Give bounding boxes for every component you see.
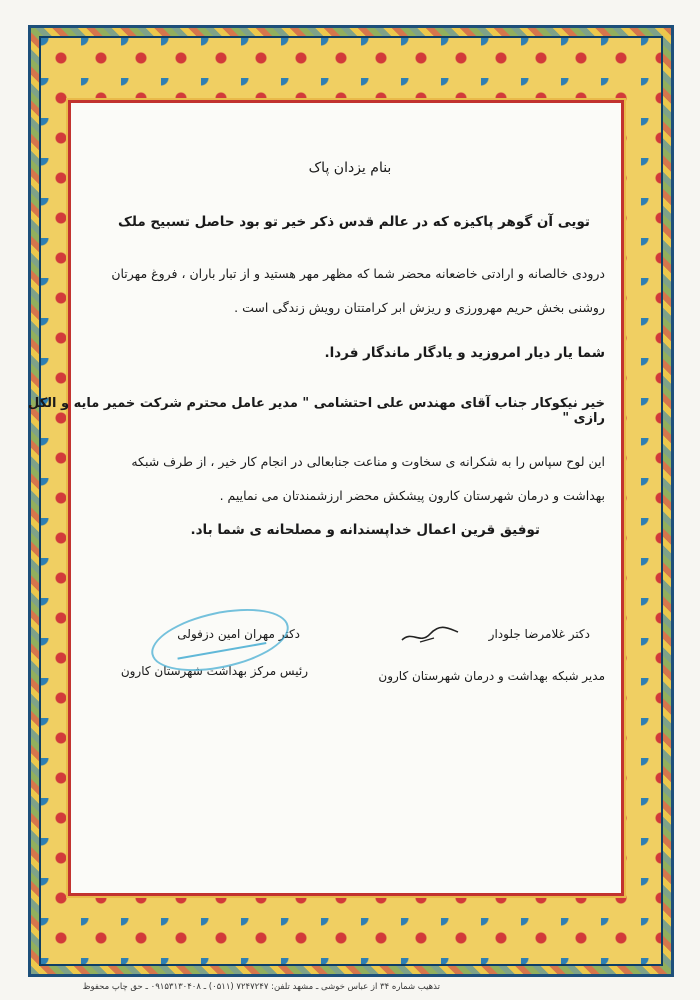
signatory-right-title: مدیر شبکه بهداشت و درمان شهرستان کارون (378, 669, 605, 683)
signatory-right-name: دکتر غلامرضا جلودار (488, 627, 590, 641)
closing-line: توفیق قرین اعمال خداپسندانه و مصلحانه ی شما باد. (190, 522, 540, 538)
paragraph-1: درودی خالصانه و ارادتی خاضعانه محضر شما که مظهر مهر هستید و از تبار باران ، فروغ مهرتان روشنی بخش حریم مهرورزی و ریزش ابر کرامتتان رویش زندگی است . (111, 266, 605, 315)
signature-right-icon (400, 620, 460, 650)
honoree-line: خیر نیکوکار جناب آقای مهندس علی احتشامی " مدیر عامل محترم شرکت خمیر مایه و الکل رازی " (27, 396, 605, 426)
signatory-left-name: دکتر مهران امین دزفولی (177, 627, 300, 641)
wish-line: شما یار دیار امروزید و یادگار ماندگار فردا. (324, 345, 605, 361)
print-footer: تذهیب شماره ۳۴ از عباس خوشی ـ مشهد تلفن: ۷۲۴۷۲۴۷ (۰۵۱۱) ـ ۰۹۱۵۳۱۳۰۴۰۸ ـ حق چاپ محفوظ (82, 982, 440, 992)
certificate-title: بنام یزدان پاک (308, 160, 392, 176)
paragraph-2: این لوح سپاس را به شکرانه ی سخاوت و مناعت جنابعالی در انجام کار خیر ، از طرف شبکه بهداشت و درمان شهرستان کارون پیشکش محضر ارزشمندتان می نماییم . (131, 454, 605, 503)
verse-left: ذکر خیر تو بود حاصل تسبیح ملک (118, 214, 335, 230)
signatory-left-title: رئیس مرکز بهداشت شهرستان کارون (120, 664, 308, 678)
verse-right: تویی آن گوهر پاکیزه که در عالم قدس (338, 214, 590, 230)
